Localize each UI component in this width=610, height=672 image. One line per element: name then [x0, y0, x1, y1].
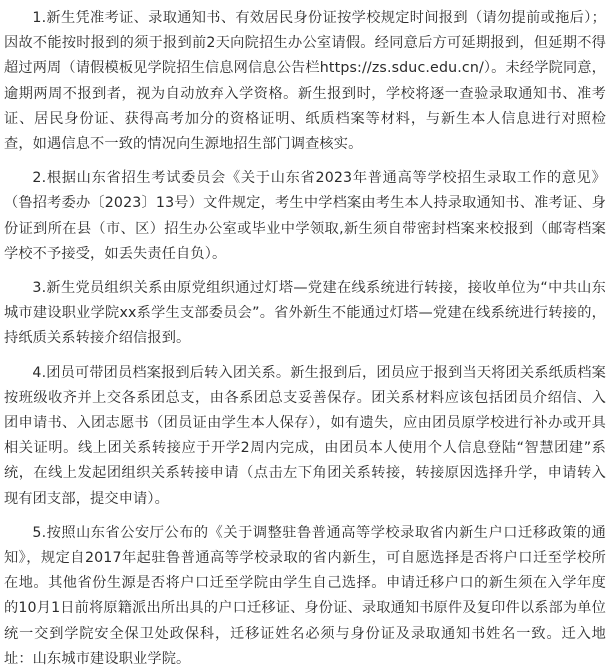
- paragraph-3-party-membership: 3.新生党员组织关系由原党组织通过灯塔—党建在线系统进行转接，接收单位为“中共山东城市建设职业学院xx系学生支部委员会”。省外新生不能通过灯塔—党建在线系统进行转接的，持纸质关系转接介绍信报到。: [4, 280, 606, 347]
- paragraph-2-archives: 2.根据山东省招生考试委员会《关于山东省2023年普通高等学校招生录取工作的意见》（鲁招考委办〔2023〕13号）文件规定，考生中学档案由考生本人持录取通知书、准考证、身份证到所在县（市、区）招生办公室或毕业中学领取,新生须自带密封档案来校报到（邮寄档案学校不予接受，如丢失责任自负）。: [4, 170, 606, 262]
- paragraph-5-household-registration: 5.按照山东省公安厅公布的《关于调整驻鲁普通高等学校录取省内新生户口迁移政策的通知》，规定自2017年起驻鲁普通高等学校录取的省内新生，可自愿选择是否将户口迁至学校所在地。其他省份生源是否将户口迁至学院由学生自己选择。申请迁移户口的新生须在入学年度的10月1日前将原籍派出所出具的户口迁移证、身份证、录取通知书原件及复印件以系部为单位统一交到学院安全保卫处政保科，迁移证姓名必须与身份证及录取通知书姓名一致。迁入地址：山东城市建设职业学院。: [4, 524, 606, 667]
- paragraph-1-registration: 1.新生凭准考证、录取通知书、有效居民身份证按学校规定时间报到（请勿提前或拖后）；因故不能按时报到的须于报到前2天向院招生办公室请假。经同意后方可延期报到，但延期不得超过两周（请假模板见学院招生信息网信息公告栏https://zs.sduc.edu.cn/）。未经学院同意，逾期两周不报到者，视为自动放弃入学资格。新生报到时，学校将逐一查验录取通知书、准考证、居民身份证、获得高考加分的资格证明、纸质档案等材料，与新生本人信息进行对照检查，如遇信息不一致的情况向生源地招生部门调查核实。: [4, 10, 606, 153]
- document-body: [4, 6, 606, 672]
- paragraph-4-league-membership: 4.团员可带团员档案报到后转入团关系。新生报到后，团员应于报到当天将团关系纸质档案按班级收齐并上交各系团总支，由各系团总支妥善保存。团关系材料应该包括团员介绍信、入团申请书、入团志愿书（团员证由学生本人保存），如有遗失，应由团员原学校进行补办或开具相关证明。线上团关系转接应于开学2周内完成，由团员本人使用个人信息登陆“智慧团建”系统，在线上发起团组织关系转接申请（点击左下角团关系转接，转接原因选择升学，申请转入现有团支部，提交申请）。: [4, 364, 606, 507]
